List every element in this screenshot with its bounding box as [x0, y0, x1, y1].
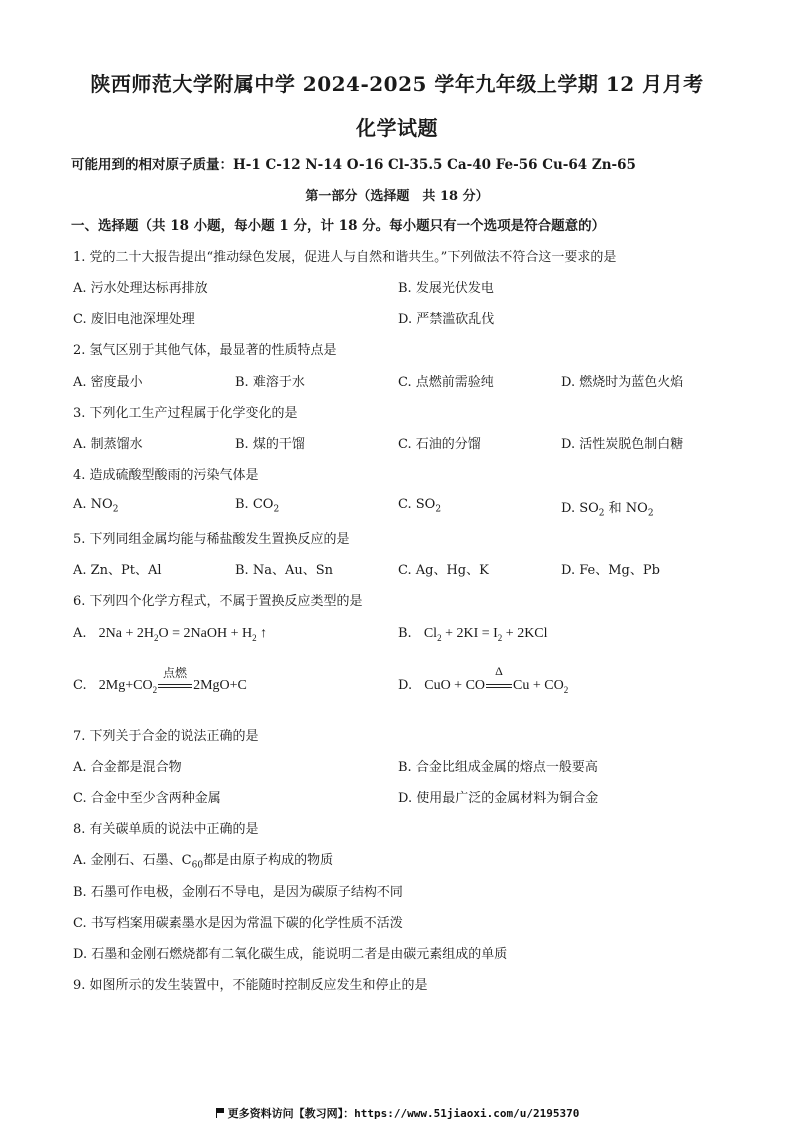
question-5-option-d: D. Fe、Mg、Pb	[561, 563, 660, 578]
question-4-option-a: A. $NO_2$	[73, 497, 119, 515]
question-3-option-b: B. 煤的干馏	[235, 437, 305, 452]
flag-icon	[215, 1108, 225, 1118]
reaction-condition-heat: Δ	[495, 664, 503, 678]
question-4-stem: 4. 造成硫酸型酸雨的污染气体是	[73, 468, 259, 483]
question-6-option-b: B. $Cl_2 + 2KI = I_2 + 2KCl$	[398, 626, 548, 643]
question-3-stem: 3. 下列化工生产过程属于化学变化的是	[73, 406, 298, 421]
question-4-option-c: C. $SO_2$	[398, 497, 442, 515]
question-2-option-b: B. 难溶于水	[235, 375, 305, 390]
equation-d: CuO + CO Δ $Cu + CO_2$	[424, 664, 569, 695]
reaction-condition-ignite: 点燃	[163, 666, 188, 680]
question-7-option-b: B. 合金比组成金属的熔点一般要高	[398, 760, 598, 775]
question-1-option-d: D. 严禁滥砍乱伐	[398, 312, 495, 327]
question-2-option-d: D. 燃烧时为蓝色火焰	[561, 375, 684, 390]
question-6-option-c: C. $2Mg+CO_2$ 点燃 2MgO+C	[73, 666, 247, 695]
question-3-option-a: A. 制蒸馏水	[73, 437, 143, 452]
question-6-option-d: D. CuO + CO Δ $Cu + CO_2$	[398, 664, 569, 695]
question-6-option-a: A. $2Na + 2H_2O$ = 2NaOH + $H_2$ ↑	[73, 626, 268, 643]
question-6-stem: 6. 下列四个化学方程式，不属于置换反应类型的是	[73, 594, 363, 609]
equation-a: $2Na + 2H_2O$ = 2NaOH + $H_2$ ↑	[98, 626, 268, 643]
section-one-heading: 一、选择题（共 18 小题，每小题 1 分，计 18 分。每小题只有一个选项是符合题意的）	[71, 218, 606, 234]
part-one-heading: 第一部分（选择题 共 18 分）	[305, 189, 489, 204]
question-8-option-c: C. 书写档案用碳素墨水是因为常温下碳的化学性质不活泼	[73, 916, 403, 931]
question-5-option-a: A. Zn、Pt、Al	[73, 563, 162, 578]
question-8-option-a: A. 金刚石、石墨、$C_{60}$都是由原子构成的物质	[73, 853, 334, 871]
question-4-option-d: D. $SO_2$ 和 $NO_2$	[561, 501, 654, 519]
question-1-option-a: A. 污水处理达标再排放	[73, 281, 208, 296]
question-3-option-d: D. 活性炭脱色制白糖	[561, 437, 684, 452]
question-1-option-c: C. 废旧电池深埋处理	[73, 312, 195, 327]
exam-title: 陕西师范大学附属中学 2024-2025 学年九年级上学期 12 月月考	[90, 72, 704, 96]
question-7-option-d: D. 使用最广泛的金属材料为铜合金	[398, 791, 599, 806]
equation-b: $Cl_2 + 2KI = I_2 + 2KCl$	[423, 626, 548, 643]
question-3-option-c: C. 石油的分馏	[398, 437, 481, 452]
question-4-option-b: B. $CO_2$	[235, 497, 280, 515]
question-1-stem: 1. 党的二十大报告提出“推动绿色发展，促进人与自然和谐共生。”下列做法不符合这一要求的是	[73, 250, 617, 265]
equation-c: $2Mg+CO_2$ 点燃 2MgO+C	[98, 666, 247, 695]
question-2-option-a: A. 密度最小	[73, 375, 143, 390]
question-5-option-b: B. Na、Au、Sn	[235, 563, 333, 578]
footer-link[interactable]: 更多资料访问【教习网】：https://www.51jiaoxi.com/u/2195370	[0, 1105, 794, 1121]
question-1-option-b: B. 发展光伏发电	[398, 281, 494, 296]
question-2-stem: 2. 氢气区别于其他气体，最显著的性质特点是	[73, 343, 337, 358]
question-5-option-c: C. Ag、Hg、K	[398, 563, 489, 578]
question-5-stem: 5. 下列同组金属均能与稀盐酸发生置换反应的是	[73, 532, 350, 547]
atomic-masses: 可能用到的相对原子质量：H-1 C-12 N-14 O-16 Cl-35.5 Ca-40 Fe-56 Cu-64 Zn-65	[71, 157, 636, 173]
question-7-option-a: A. 合金都是混合物	[73, 760, 182, 775]
question-9-stem: 9. 如图所示的发生装置中，不能随时控制反应发生和停止的是	[73, 978, 428, 993]
question-8-option-b: B. 石墨可作电极，金刚石不导电，是因为碳原子结构不同	[73, 885, 403, 900]
question-7-stem: 7. 下列关于合金的说法正确的是	[73, 729, 259, 744]
question-8-option-d: D. 石墨和金刚石燃烧都有二氧化碳生成，能说明二者是由碳元素组成的单质	[73, 947, 508, 962]
exam-subject-title: 化学试题	[356, 116, 438, 140]
question-7-option-c: C. 合金中至少含两种金属	[73, 791, 221, 806]
question-2-option-c: C. 点燃前需验纯	[398, 375, 494, 390]
question-8-stem: 8. 有关碳单质的说法中正确的是	[73, 822, 259, 837]
